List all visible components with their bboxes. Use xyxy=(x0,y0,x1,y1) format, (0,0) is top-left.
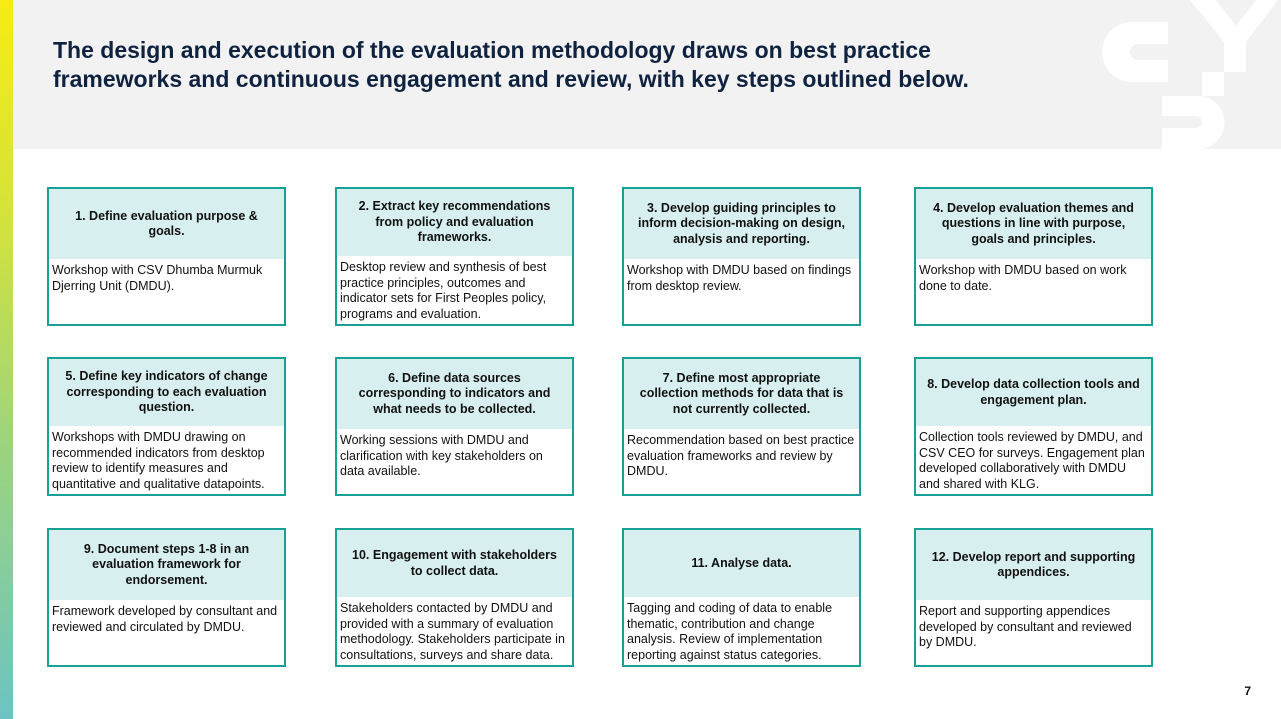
step-description: Stakeholders contacted by DMDU and provided with a summary of evaluation methodology. Stakeholders participate in consultations, surveys and share data. xyxy=(340,601,565,662)
step-description: Collection tools reviewed by DMDU, and CSV CEO for surveys. Engagement plan developed collaboratively with DMDU and shared with KLG. xyxy=(919,430,1145,491)
step-card-8 xyxy=(914,357,1153,496)
step-card-3 xyxy=(622,187,861,326)
step-title: 7. Define most appropriate collection methods for data that is not currently collected. xyxy=(624,359,859,429)
step-card-1 xyxy=(47,187,286,326)
step-card-2 xyxy=(335,187,574,326)
page-title: The design and execution of the evaluation methodology draws on best practice frameworks and continuous engagement and review, with key steps outlined below. xyxy=(53,37,969,92)
step-title: 8. Develop data collection tools and engagement plan. xyxy=(916,359,1151,426)
step-description: Recommendation based on best practice evaluation frameworks and review by DMDU. xyxy=(627,433,855,478)
step-title: 10. Engagement with stakeholders to collect data. xyxy=(337,530,572,597)
step-description: Desktop review and synthesis of best practice principles, outcomes and indicator sets for First Peoples policy, programs and evaluation. xyxy=(340,260,547,321)
step-card-5 xyxy=(47,357,286,496)
step-title: 9. Document steps 1-8 in an evaluation framework for endorsement. xyxy=(49,530,284,600)
step-card-12 xyxy=(914,528,1153,667)
step-title: 6. Define data sources corresponding to indicators and what needs to be collected. xyxy=(337,359,572,429)
step-card-4 xyxy=(914,187,1153,326)
gradient-accent-bar xyxy=(0,0,13,719)
step-description: Report and supporting appendices developed by consultant and reviewed by DMDU. xyxy=(919,604,1132,649)
step-card-10 xyxy=(335,528,574,667)
step-title: 3. Develop guiding principles to inform decision-making on design, analysis and reporting. xyxy=(624,189,859,259)
step-description: Workshop with DMDU based on findings from desktop review. xyxy=(627,263,852,293)
step-description: Workshop with DMDU based on work done to date. xyxy=(919,263,1127,293)
step-title: 11. Analyse data. xyxy=(624,530,859,597)
step-card-11 xyxy=(622,528,861,667)
step-description: Framework developed by consultant and reviewed and circulated by DMDU. xyxy=(52,604,278,634)
step-card-6 xyxy=(335,357,574,496)
step-description: Working sessions with DMDU and clarification with key stakeholders on data available. xyxy=(340,433,543,478)
step-card-9 xyxy=(47,528,286,667)
page-number: 7 xyxy=(1244,684,1251,698)
step-description: Workshops with DMDU drawing on recommended indicators from desktop review to identify measures and quantitative and qualitative datapoints. xyxy=(52,430,265,491)
step-card-7 xyxy=(622,357,861,496)
step-title: 12. Develop report and supporting appendices. xyxy=(916,530,1151,600)
step-title: 4. Develop evaluation themes and questions in line with purpose, goals and principles. xyxy=(916,189,1151,259)
step-description: Tagging and coding of data to enable thematic, contribution and change analysis. Review of implementation reporting against status categories. xyxy=(627,601,833,662)
step-title: 2. Extract key recommendations from policy and evaluation frameworks. xyxy=(337,189,572,256)
csv-logo-icon xyxy=(1098,0,1278,149)
step-title: 1. Define evaluation purpose & goals. xyxy=(49,189,284,259)
header-band xyxy=(13,0,1281,149)
step-description: Workshop with CSV Dhumba Murmuk Djerring Unit (DMDU). xyxy=(52,263,263,293)
step-title: 5. Define key indicators of change corresponding to each evaluation question. xyxy=(49,359,284,426)
